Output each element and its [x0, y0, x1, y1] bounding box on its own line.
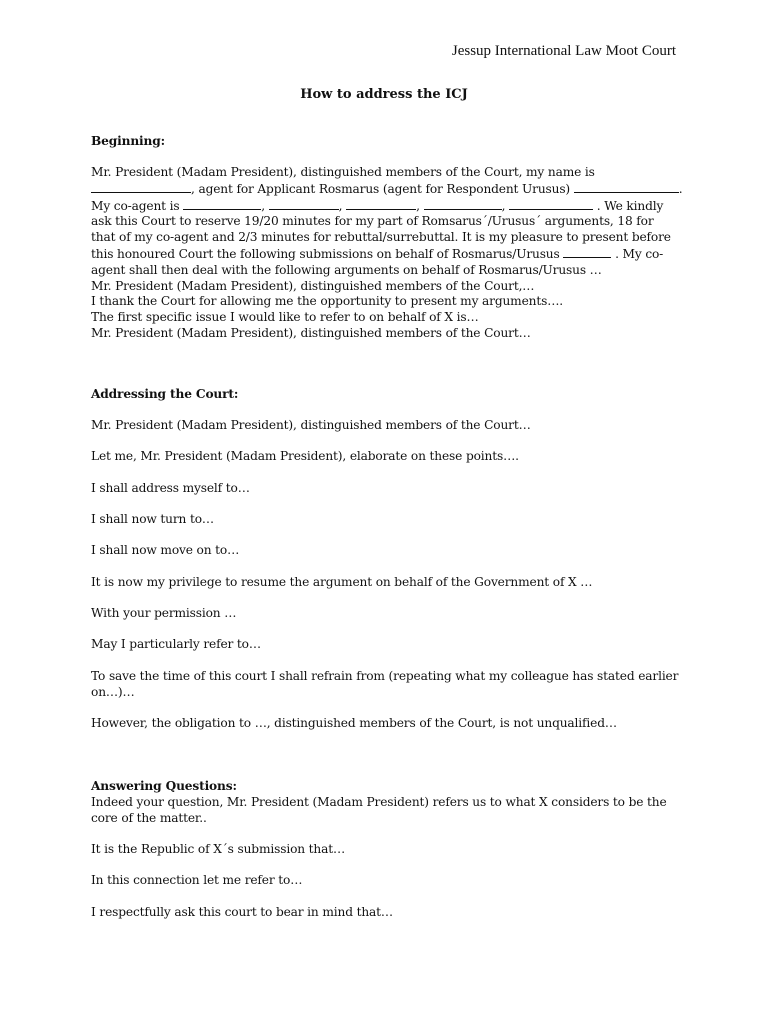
beginning-body — [91, 165, 691, 342]
text-line: It is the Republic of X´s submission that… — [91, 842, 346, 856]
addressing-item — [91, 543, 691, 559]
addressing-item — [91, 449, 691, 465]
text-line: ask this Court to reserve 19/20 minutes for my part of Romsarus´/Urusus´ arguments, 18 for — [91, 214, 654, 229]
text-line: agent shall then deal with the following arguments on behalf of Rosmarus/Urusus … — [91, 262, 602, 277]
text-line: In this connection let me refer to… — [91, 873, 303, 887]
answering-item — [91, 905, 691, 921]
text-line: To save the time of this court I shall refrain from (repeating what my colleague has stated earlier — [91, 669, 679, 683]
answering-item — [91, 842, 691, 858]
text-line: However, the obligation to …, distinguished members of the Court, is not unqualified… — [91, 716, 617, 730]
addressing-item — [91, 669, 691, 701]
text-line: May I particularly refer to… — [91, 637, 261, 651]
addressing-item — [91, 606, 691, 622]
blank-line — [183, 198, 261, 210]
text-line: on…)… — [91, 684, 135, 699]
text-line: I shall now turn to… — [91, 512, 214, 526]
text-line-fragment: . We kindly — [596, 198, 664, 213]
text-line: My co-agent is , , , , . We kindly — [91, 198, 664, 213]
text-line-fragment: agent for Applicant Rosmarus (agent for Respondent Urusus) — [198, 181, 571, 196]
text-line-fragment: this honoured Court the following submissions on behalf of Rosmarus/Urusus — [91, 246, 560, 261]
blank-line — [574, 181, 679, 193]
text-line: Indeed your question, Mr. President (Madam President) refers us to what X considers to be the — [91, 794, 667, 809]
section-addressing — [91, 387, 691, 403]
blank-line — [91, 181, 191, 193]
text-line: core of the matter.. — [91, 810, 207, 825]
addressing-item — [91, 481, 691, 497]
text-line: Mr. President (Madam President), distinguished members of the Court… — [91, 325, 531, 340]
running-header: Jessup International Law Moot Court — [451, 43, 676, 59]
text-line: I thank the Court for allowing me the opportunity to present my arguments…. — [91, 294, 563, 309]
text-line-fragment: . My co- — [615, 246, 664, 261]
text-line — [91, 246, 691, 263]
section-heading-answering: Answering Questions: — [91, 779, 237, 793]
text-line: , agent for Applicant Rosmarus (agent for Respondent Urusus) . — [91, 181, 691, 198]
addressing-item — [91, 575, 691, 591]
text-line: Mr. President (Madam President), distinguished members of the Court,… — [91, 278, 535, 293]
document-title: How to address the ICJ — [300, 87, 468, 102]
addressing-item — [91, 512, 691, 528]
text-line: Mr. President (Madam President), distinguished members of the Court, my name is — [91, 165, 595, 179]
blank-line — [509, 198, 593, 210]
text-line: With your permission … — [91, 606, 237, 620]
text-line: Let me, Mr. President (Madam President), elaborate on these points…. — [91, 449, 519, 463]
section-beginning — [91, 134, 691, 150]
text-line: I shall address myself to… — [91, 481, 250, 495]
text-line: The first specific issue I would like to refer to on behalf of X is… — [91, 310, 479, 325]
section-heading-beginning: Beginning: — [91, 134, 165, 148]
text-line-fragment: My co-agent is — [91, 198, 180, 213]
blank-line — [563, 246, 611, 258]
blank-line — [269, 198, 339, 210]
addressing-item — [91, 637, 691, 653]
text-line: Mr. President (Madam President), distinguished members of the Court… — [91, 418, 531, 432]
addressing-item — [91, 716, 691, 732]
blank-line — [424, 198, 502, 210]
section-heading-addressing: Addressing the Court: — [91, 387, 239, 401]
text-line: It is now my privilege to resume the argument on behalf of the Government of X … — [91, 575, 593, 589]
section-answering — [91, 779, 691, 826]
text-line: that of my co-agent and 2/3 minutes for rebuttal/surrebuttal. It is my pleasure to present before — [91, 230, 671, 245]
text-line: I shall now move on to… — [91, 543, 240, 557]
text-line: I respectfully ask this court to bear in mind that… — [91, 905, 393, 919]
blank-line — [346, 198, 416, 210]
addressing-item — [91, 418, 691, 434]
answering-item — [91, 873, 691, 889]
